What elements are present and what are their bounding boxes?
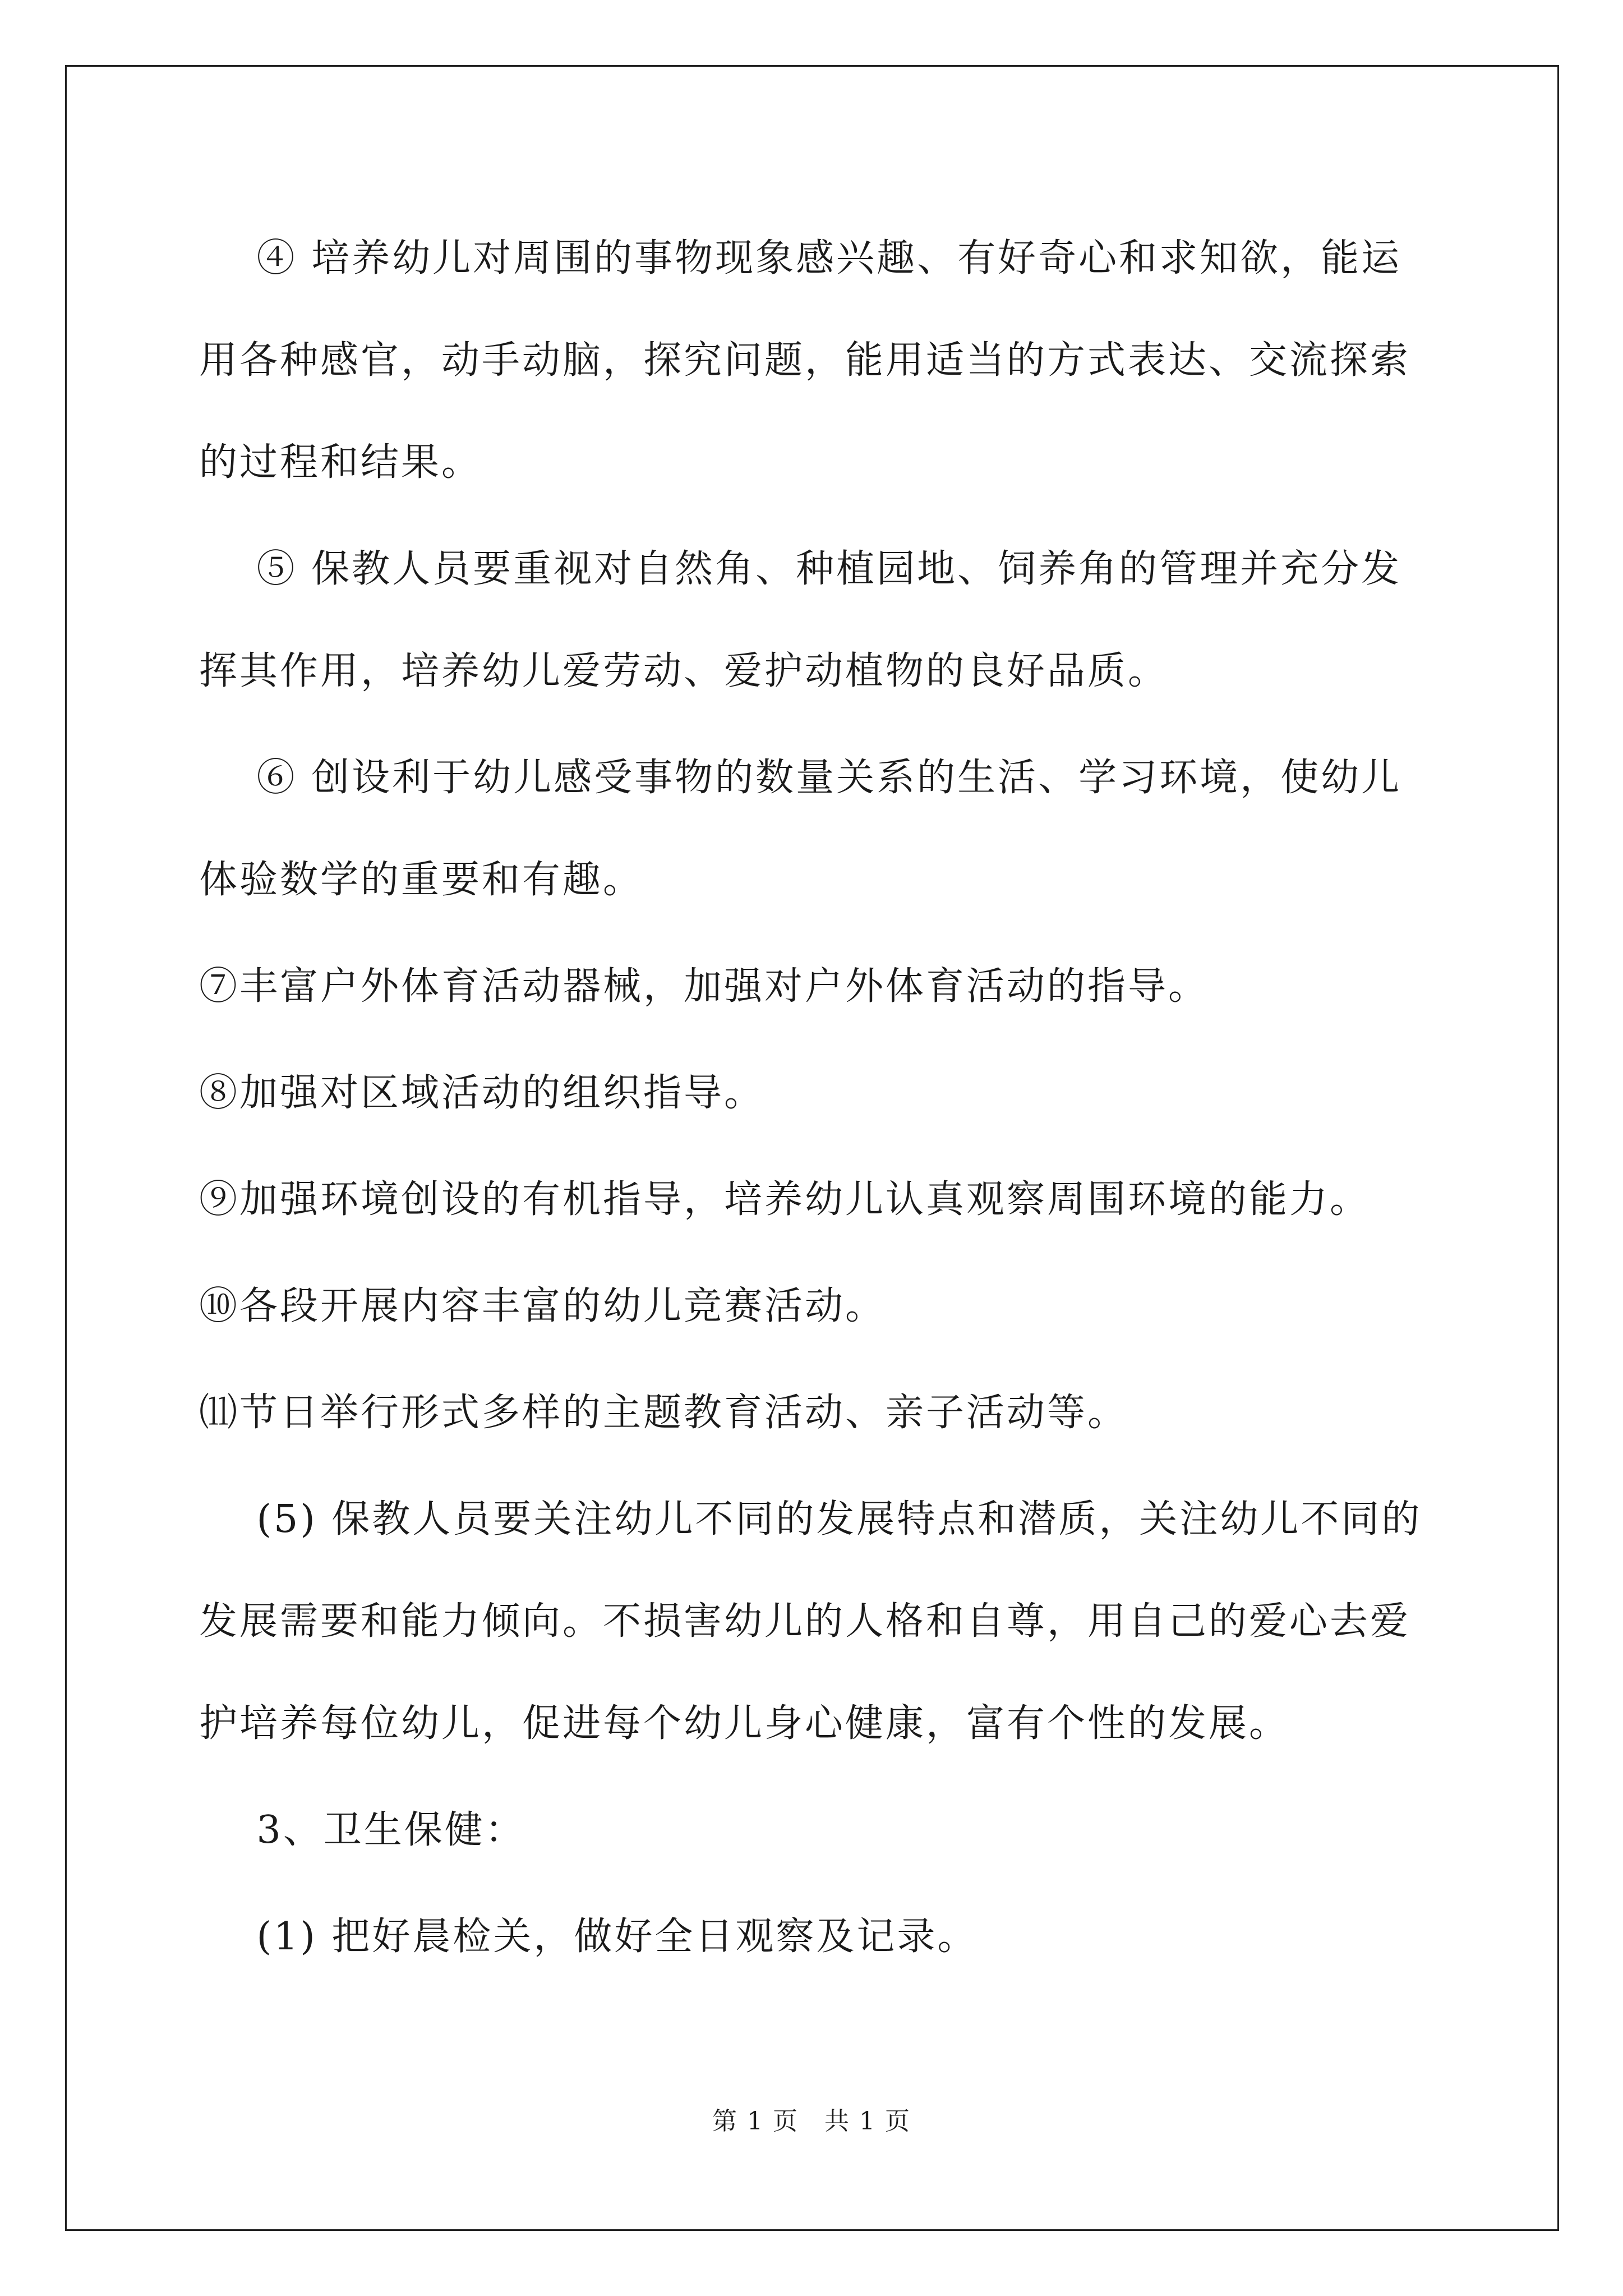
section-heading-health: 3、卫生保健： xyxy=(199,1808,525,1852)
paragraph-item-8: ⑧加强对区域活动的组织指导。 xyxy=(199,1071,765,1115)
paragraph-item-6: ⑥ 创设利于幼儿感受事物的数量关系的生活、学习环境，使幼儿体验数学的重要和有趣。 xyxy=(199,756,1402,902)
page-number-footer: 第 1 页 共 1 页 xyxy=(712,2107,911,2136)
paragraph-care-5: (5) 保教人员要关注幼儿不同的发展特点和潜质，关注幼儿不同的发展需要和能力倾向。不损害幼儿的人格和自尊，用自己的爱心去爱护培养每位幼儿，促进每个幼儿身心健康，富有个性的发展。 xyxy=(199,1497,1422,1746)
paragraph-item-9: ⑨加强环境创设的有机指导，培养幼儿认真观察周围环境的能力。 xyxy=(199,1177,1371,1222)
paragraph-item-4: ④ 培养幼儿对周围的事物现象感兴趣、有好奇心和求知欲，能运用各种感官，动手动脑，探究问题，能用适当的方式表达、交流探索的过程和结果。 xyxy=(199,236,1411,485)
document-body xyxy=(199,208,1433,1988)
paragraph-item-7: ⑦丰富户外体育活动器械，加强对户外体育活动的指导。 xyxy=(199,964,1209,1009)
paragraph-item-11: ⑾节日举行形式多样的主题教育活动、亲子活动等。 xyxy=(199,1391,1128,1435)
paragraph-health-1: (1) 把好晨检关，做好全日观察及记录。 xyxy=(199,1915,978,1959)
paragraph-item-5: ⑤ 保教人员要重视对自然角、种植园地、饲养角的管理并充分发挥其作用，培养幼儿爱劳动、爱护动植物的良好品质。 xyxy=(199,547,1402,693)
paragraph-item-10: ⑩各段开展内容丰富的幼儿竞赛活动。 xyxy=(199,1284,886,1328)
